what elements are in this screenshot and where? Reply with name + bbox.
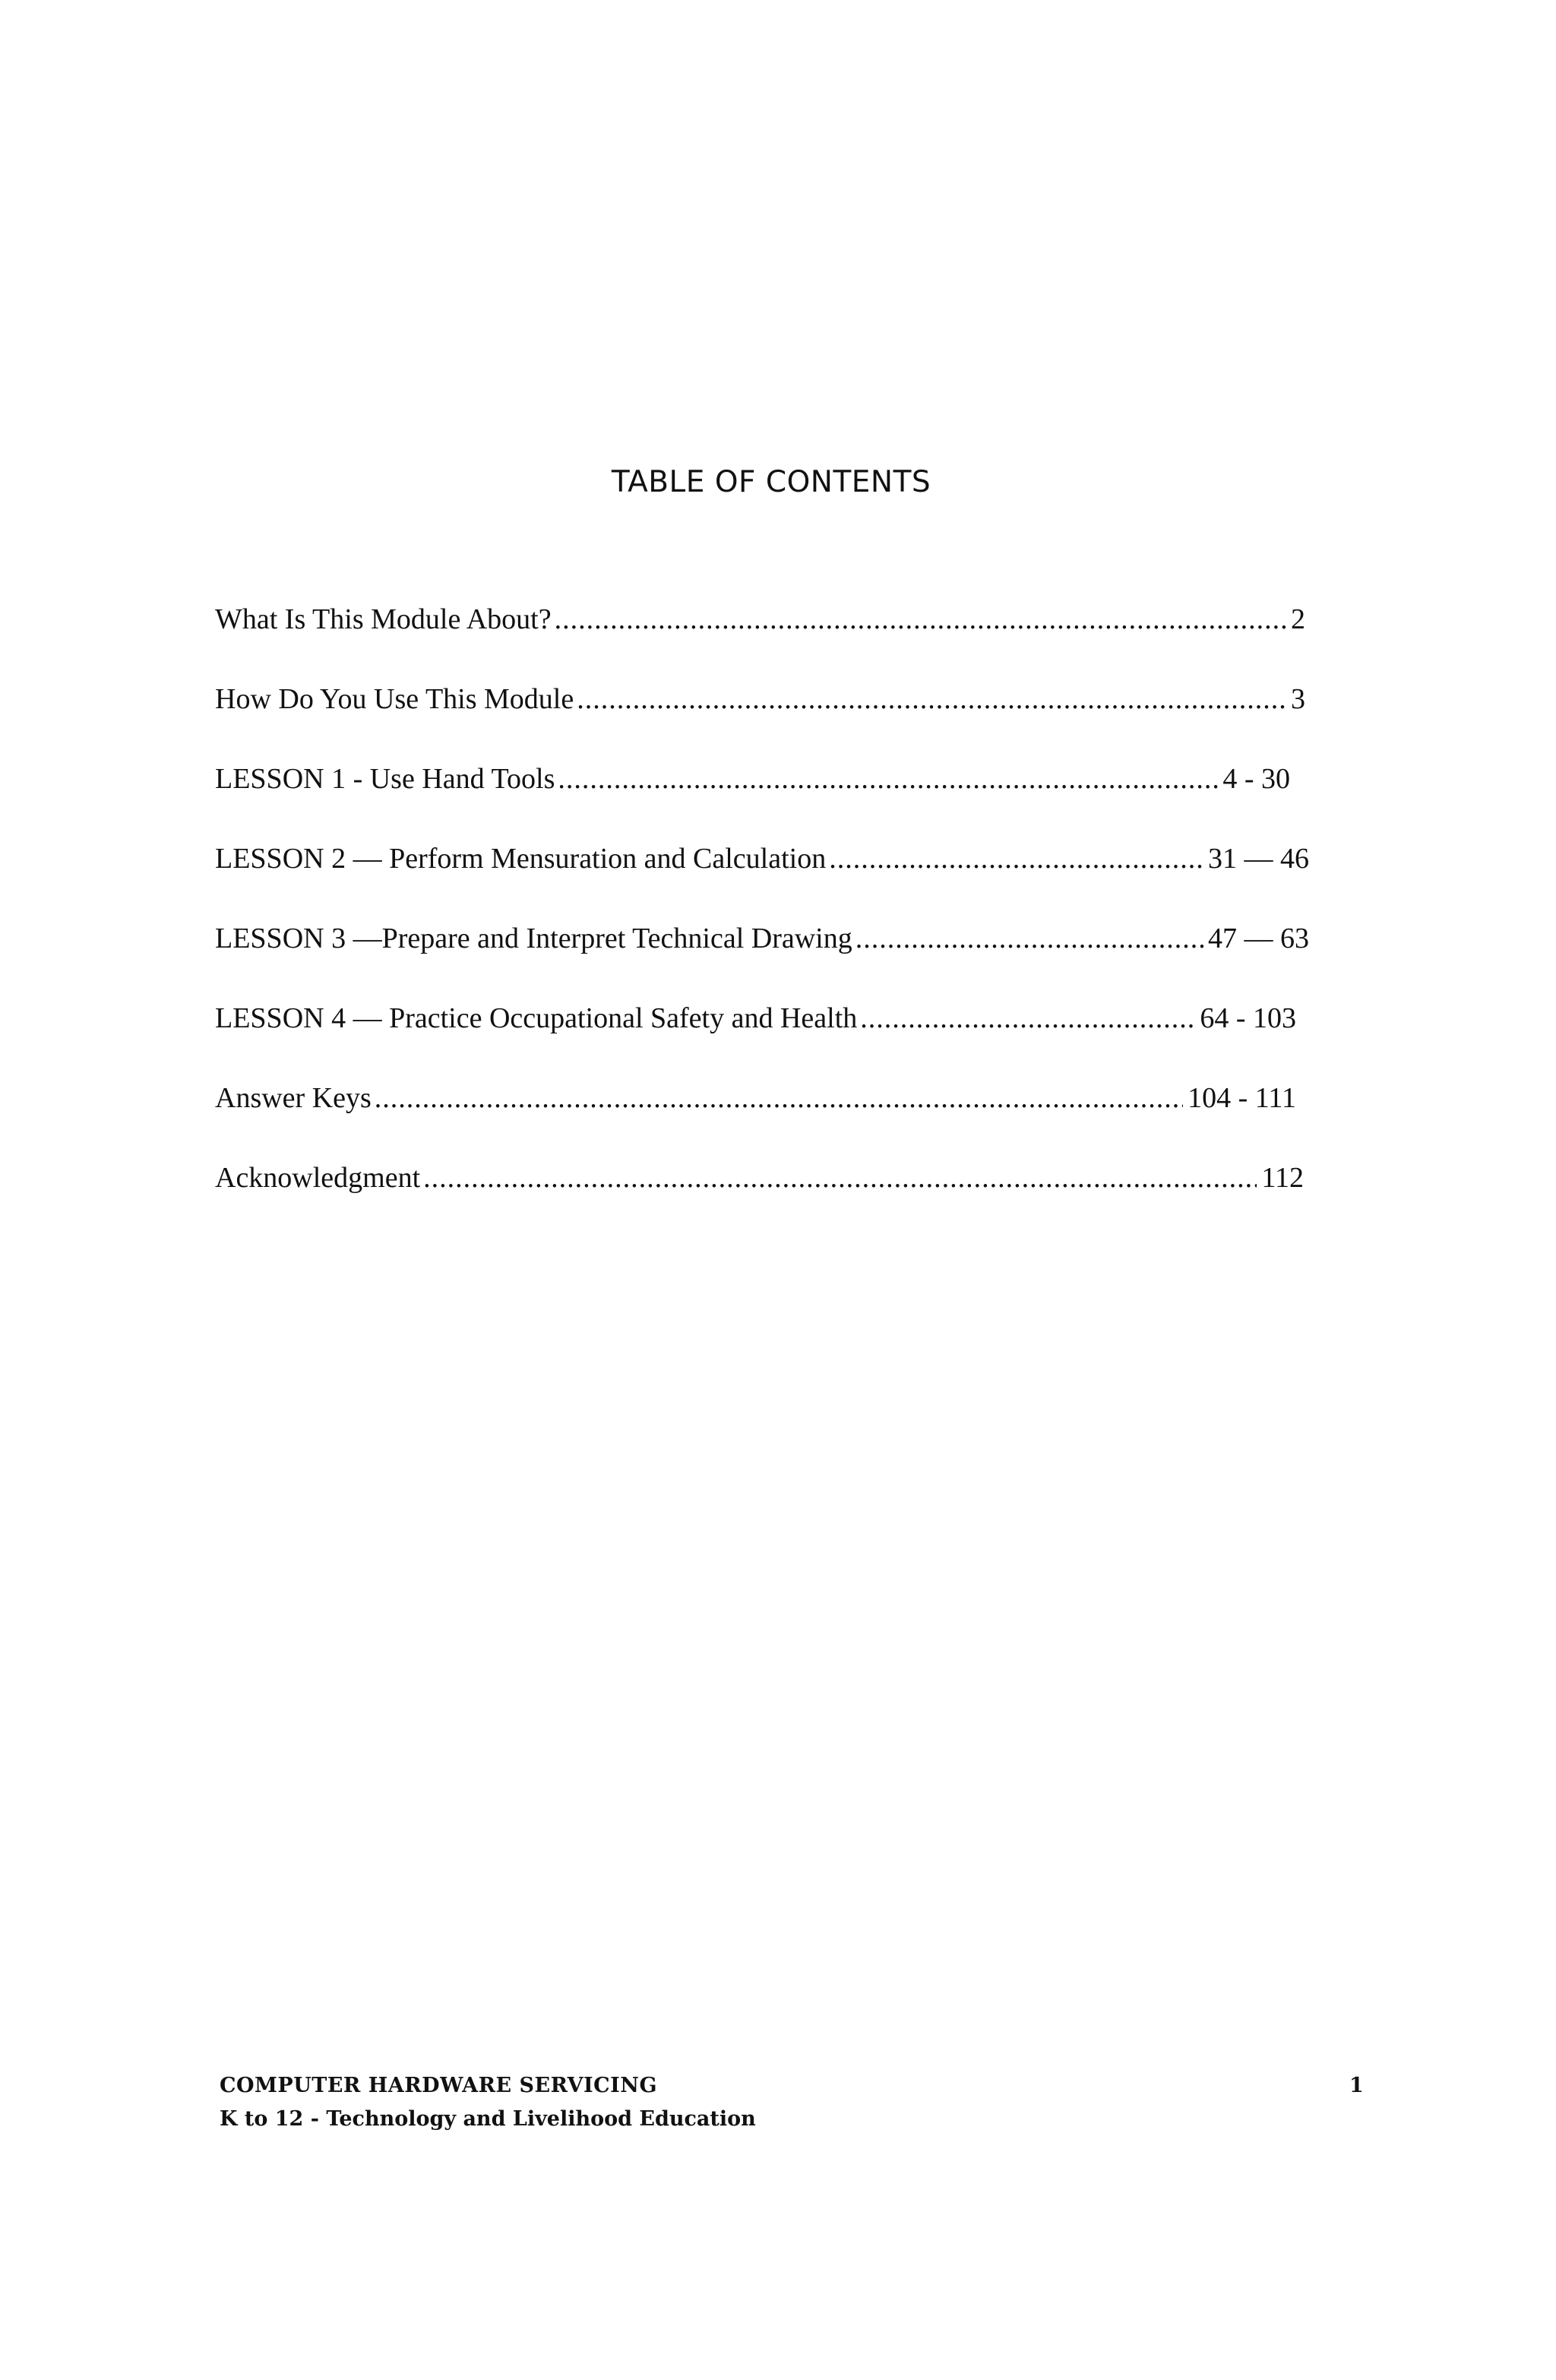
toc-entry-page: 112 [1261, 1162, 1304, 1194]
toc-entry-lesson-3[interactable] [215, 907, 1309, 953]
toc-entry-lesson-2[interactable] [215, 828, 1309, 873]
toc-entry-acknowledgment[interactable] [215, 1147, 1304, 1192]
toc-entry-label: LESSON 4 — Practice Occupational Safety and Health [215, 1002, 858, 1034]
toc-dot-leader [423, 1163, 1257, 1192]
toc-dot-leader [860, 1004, 1195, 1033]
toc-dot-leader [375, 1084, 1183, 1112]
toc-entry-page: 104 - 111 [1188, 1082, 1296, 1114]
toc-entry-page: 31 — 46 [1208, 843, 1309, 875]
toc-entry-page: 47 — 63 [1208, 923, 1309, 954]
footer-subtitle: K to 12 - Technology and Livelihood Education [220, 2107, 756, 2131]
toc-entry-page: 2 [1291, 603, 1305, 635]
toc-entry-page: 4 - 30 [1222, 763, 1290, 795]
toc-entry-how-to-use[interactable] [215, 668, 1305, 714]
toc-entry-label: LESSON 1 - Use Hand Tools [215, 763, 555, 795]
toc-entry-answer-keys[interactable] [215, 1067, 1296, 1112]
toc-entry-page: 64 - 103 [1200, 1002, 1296, 1034]
toc-entry-label: LESSON 2 — Perform Mensuration and Calculation [215, 843, 827, 875]
toc-entry-label: How Do You Use This Module [215, 683, 574, 715]
footer-page-number: 1 [1349, 2074, 1364, 2097]
toc-dot-leader [855, 924, 1203, 953]
toc-entry-lesson-1[interactable] [215, 748, 1290, 793]
toc-entry-label: Acknowledgment [215, 1162, 421, 1194]
toc-entry-label: Answer Keys [215, 1082, 372, 1114]
toc-dot-leader [555, 605, 1286, 634]
footer-title: COMPUTER HARDWARE SERVICING [220, 2074, 658, 2097]
toc-entry-lesson-4[interactable] [215, 987, 1296, 1033]
page-title: TABLE OF CONTENTS [611, 465, 931, 499]
toc-entry-module-about[interactable] [215, 588, 1305, 634]
toc-entry-label: What Is This Module About? [215, 603, 552, 635]
toc-dot-leader [829, 844, 1203, 873]
toc-dot-leader [558, 764, 1218, 793]
toc-entry-page: 3 [1291, 683, 1305, 715]
toc-entry-label: LESSON 3 —Prepare and Interpret Technical Drawing [215, 923, 852, 954]
toc-dot-leader [577, 685, 1286, 714]
